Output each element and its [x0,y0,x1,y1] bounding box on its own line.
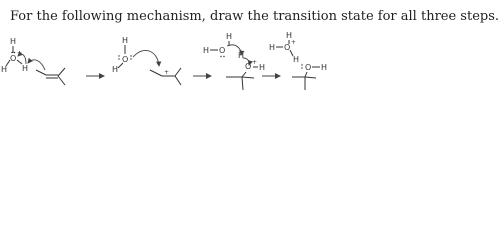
lone-pair-dot [118,58,119,59]
atom-h-right: H [238,51,245,60]
atom-h-right: H [22,64,29,73]
charge-plus-carbocation: + [164,69,170,76]
bond-chain-right [242,77,254,78]
bond-chain-right [305,77,316,78]
atom-o-alcohol: O [305,63,312,72]
lone-pair-dot [11,52,12,53]
bond-alkene-left-arm [36,70,46,75]
atom-h-top: H [122,36,129,45]
question-text: For the following mechanism, draw the transition state for all three steps. [10,9,499,24]
structure-2-water-carbocation [112,36,181,85]
atom-o-oxonium: O [245,62,252,71]
atom-h-left: H [112,65,119,74]
atom-h-top: H [226,32,233,41]
atom-o-water: O [219,46,226,55]
lone-pair-dot [130,55,131,56]
atom-o-hydronium: O [284,43,291,52]
structure-1-hydronium-alkene [1,37,65,85]
bond-cation-methyl-down [175,76,181,85]
bond-alkene-methyl-down [58,76,65,85]
lone-pair-dot [223,56,224,57]
charge-plus-hydronium: + [291,39,297,46]
atom-o-water: O [122,55,129,64]
bond-alkene-methyl-up [58,68,65,76]
curved-arrow-o-to-cation [133,50,159,66]
bond-cation-left [150,70,162,76]
atom-h-right: H [293,55,300,64]
atom-o-hydronium: O [10,54,17,63]
lone-pair-dot [301,64,302,65]
lone-pair-dot [130,58,131,59]
charge-plus-hydronium: + [17,50,23,57]
structure-3-oxonium-water [203,32,265,90]
atom-h-far-right: H [259,63,266,72]
bond-methyl-down [242,77,243,90]
bond-oh-left [118,63,123,68]
bond-c-o [242,72,246,77]
bond-c-o [305,72,307,77]
atom-h-top: H [286,31,293,40]
atom-h-top: H [10,37,17,46]
atom-h-alcohol: H [321,63,328,72]
atom-h-left: H [1,65,8,74]
lone-pair-dot [14,52,15,53]
atom-h-left: H [203,46,210,55]
atom-h-left: H [269,43,276,52]
curved-arrow-pi-to-h [28,60,45,70]
structure-4-hydronium-alcohol [269,31,327,90]
charge-plus-oxonium: + [252,59,258,66]
lone-pair-dot [220,56,221,57]
bond-cation-methyl-up [175,68,181,76]
lone-pair-dot [118,55,119,56]
lone-pair-dot [301,67,302,68]
